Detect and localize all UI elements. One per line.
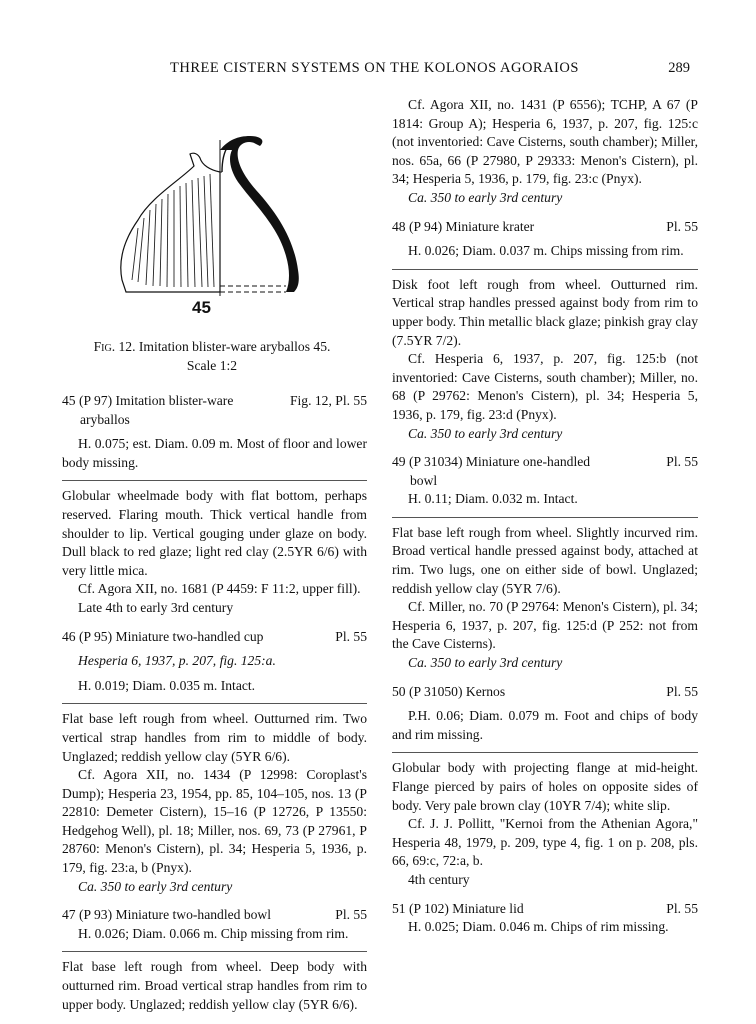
entry-48-cf: Cf. Hesperia 6, 1937, p. 207, fig. 125:b (not inventoried: Cave Cisterns, south chamber); Miller, no. 68 (P 29762: Menon's Cistern), pl. 34; Hesperia 5, 1936, p. 179, fig. 23:d (Pnyx). [392, 351, 698, 422]
entry-46-cf: Cf. Agora XII, no. 1434 (P 12998: Coroplast's Dump); Hesperia 23, 1954, pp. 85, 104–105, nos. 13 (P 22810: Demeter Cistern), 15–16 (P 12726, P 13550: Hedgehog Well), pl. 18; Miller, nos. 69, 73 (P 27961, P 28760: Menon's Cistern), pl. 34; Hesperia 5, 1936, p. 179, fig. 23:a, b (Pnyx). [62, 767, 367, 876]
figure-caption [62, 338, 362, 375]
entry-50-dims: P.H. 0.06; Diam. 0.079 m. Foot and chips of body and rim missing. [392, 708, 698, 742]
entry-51-dims: H. 0.025; Diam. 0.046 m. Chips of rim missing. [408, 919, 669, 935]
entry-47-cf: Cf. Agora XII, no. 1431 (P 6556); TCHP, A 67 (P 1814: Group A); Hesperia 6, 1937, p. 207, fig. 125:c (not inventoried: Cave Cisterns, south chamber); Miller, nos. 65a, 66 (P 27980, P 29333: Menon's Cistern), pl. 34; Hesperia 5, 1936, p. 179, fig. 23:c (Pnyx). [392, 97, 698, 187]
entry-49-cf: Cf. Miller, no. 70 (P 29764: Menon's Cistern), pl. 34; Hesperia 6, 1937, p. 207, fig. 125:d (P 252: not from the Cave Cisterns). [392, 599, 698, 652]
entry-46-date: Ca. 350 to early 3rd century [78, 878, 233, 894]
entry-51 [392, 900, 698, 937]
entry-51-head: 51 (P 102) Miniature lid [392, 900, 524, 916]
page-number: 289 [668, 60, 690, 76]
entry-48-refs: Pl. 55 [666, 218, 698, 234]
entry-50-head: 50 (P 31050) Kernos [392, 683, 506, 699]
divider [392, 517, 698, 518]
entry-49-refs: Pl. 55 [666, 454, 698, 470]
divider [62, 480, 367, 481]
entry-50-date: 4th century [408, 871, 470, 887]
divider [62, 703, 367, 704]
entry-45-head-cont: aryballos [80, 411, 130, 427]
running-title: THREE CISTERN SYSTEMS ON THE KOLONOS AGORAIOS [170, 60, 579, 76]
page-header [0, 60, 756, 84]
entry-46-head: 46 (P 95) Miniature two-handled cup [62, 628, 264, 644]
section-profile [220, 136, 299, 296]
entry-49-dims: H. 0.11; Diam. 0.032 m. Intact. [408, 491, 578, 507]
caption-prefix: Fig. 12. [93, 339, 136, 354]
entry-50-desc: Globular body with projecting flange at mid-height. Flange pierced by pairs of holes on opposite sides of body. Very pale brown clay (10YR 7/4); white slip. [392, 760, 698, 813]
divider [62, 951, 367, 952]
entry-48-desc: Disk foot left rough from wheel. Outturned rim. Vertical strap handles pressed against body from rim to upper body. Thin metallic black glaze; pinkish gray clay (7.5YR 7/2). [392, 276, 698, 348]
caption-text: Imitation blister-ware aryballos 45. [138, 339, 331, 354]
entry-45 [62, 392, 367, 618]
entry-49-head-cont: bowl [410, 472, 438, 488]
entry-45-head: 45 (P 97) Imitation blister-ware [62, 393, 234, 408]
entry-46-pub: Hesperia 6, 1937, p. 207, fig. 125:a. [78, 653, 276, 669]
entry-46 [62, 628, 367, 897]
entry-45-date: Late 4th to early 3rd century [78, 599, 234, 615]
left-column [62, 392, 367, 1014]
entry-50-cf: Cf. J. J. Pollitt, "Kernoi from the Athenian Agora," Hesperia 48, 1979, p. 209, type 4, fig. 1 on p. 208, pls. 66, 69:c, 72:a, b. [392, 816, 698, 869]
gouging-lines [132, 174, 214, 287]
figure-label: 45 [192, 298, 211, 317]
exterior-profile [121, 153, 220, 292]
entry-45-dims: H. 0.075; est. Diam. 0.09 m. Most of floor and lower body missing. [62, 436, 367, 470]
entry-49-desc: Flat base left rough from wheel. Slightly incurved rim. Broad vertical handle pressed against body, attached at rim. Two lugs, one on either side of bowl. Unglazed; reddish yellow clay (5YR 7/6). [392, 524, 698, 596]
entry-48-head: 48 (P 94) Miniature krater [392, 218, 535, 234]
caption-scale: Scale 1:2 [186, 357, 238, 373]
entry-49 [392, 453, 698, 673]
entry-46-desc: Flat base left rough from wheel. Outturned rim. Two vertical strap handles from rim to middle of body. Unglazed; reddish yellow clay (5YR 6/6). [62, 711, 367, 764]
entry-48-dims: H. 0.026; Diam. 0.037 m. Chips missing from rim. [408, 243, 684, 259]
divider [392, 269, 698, 270]
entry-49-date: Ca. 350 to early 3rd century [408, 655, 563, 671]
entry-48 [392, 218, 698, 444]
right-column [392, 96, 698, 937]
entry-46-refs: Pl. 55 [335, 628, 367, 644]
entry-47-refs: Pl. 55 [335, 907, 367, 923]
entry-47 [62, 906, 367, 1014]
entry-47-dims: H. 0.026; Diam. 0.066 m. Chip missing from rim. [78, 925, 349, 941]
entry-45-cf: Cf. Agora XII, no. 1681 (P 4459: F 11:2, upper fill). [78, 581, 361, 597]
aryballos-drawing [110, 110, 340, 320]
figure-aryballos [110, 110, 340, 320]
entry-45-desc: Globular wheelmade body with flat bottom, perhaps reserved. Flaring mouth. Thick vertical handle from shoulder to lip. Vertical gouging under glaze on body. Dull black to red glaze; light red clay (2.5YR 6/6) with very little mica. [62, 488, 367, 578]
entry-50 [392, 683, 698, 890]
entry-50-refs: Pl. 55 [666, 683, 698, 699]
entry-47-desc: Flat base left rough from wheel. Deep body with outturned rim. Broad vertical strap handles from rim to upper body. Unglazed; reddish yellow clay (5YR 6/6). [62, 959, 367, 1012]
divider [392, 752, 698, 753]
entry-47-date: Ca. 350 to early 3rd century [408, 189, 563, 205]
entry-45-refs: Fig. 12, Pl. 55 [289, 393, 367, 408]
entry-48-date: Ca. 350 to early 3rd century [408, 425, 563, 441]
entry-47-cont [392, 96, 698, 208]
entry-47-head: 47 (P 93) Miniature two-handled bowl [62, 907, 272, 923]
entry-51-refs: Pl. 55 [666, 900, 698, 916]
entry-49-head: 49 (P 31034) Miniature one-handled [392, 454, 591, 470]
entry-46-dims: H. 0.019; Diam. 0.035 m. Intact. [78, 677, 256, 693]
